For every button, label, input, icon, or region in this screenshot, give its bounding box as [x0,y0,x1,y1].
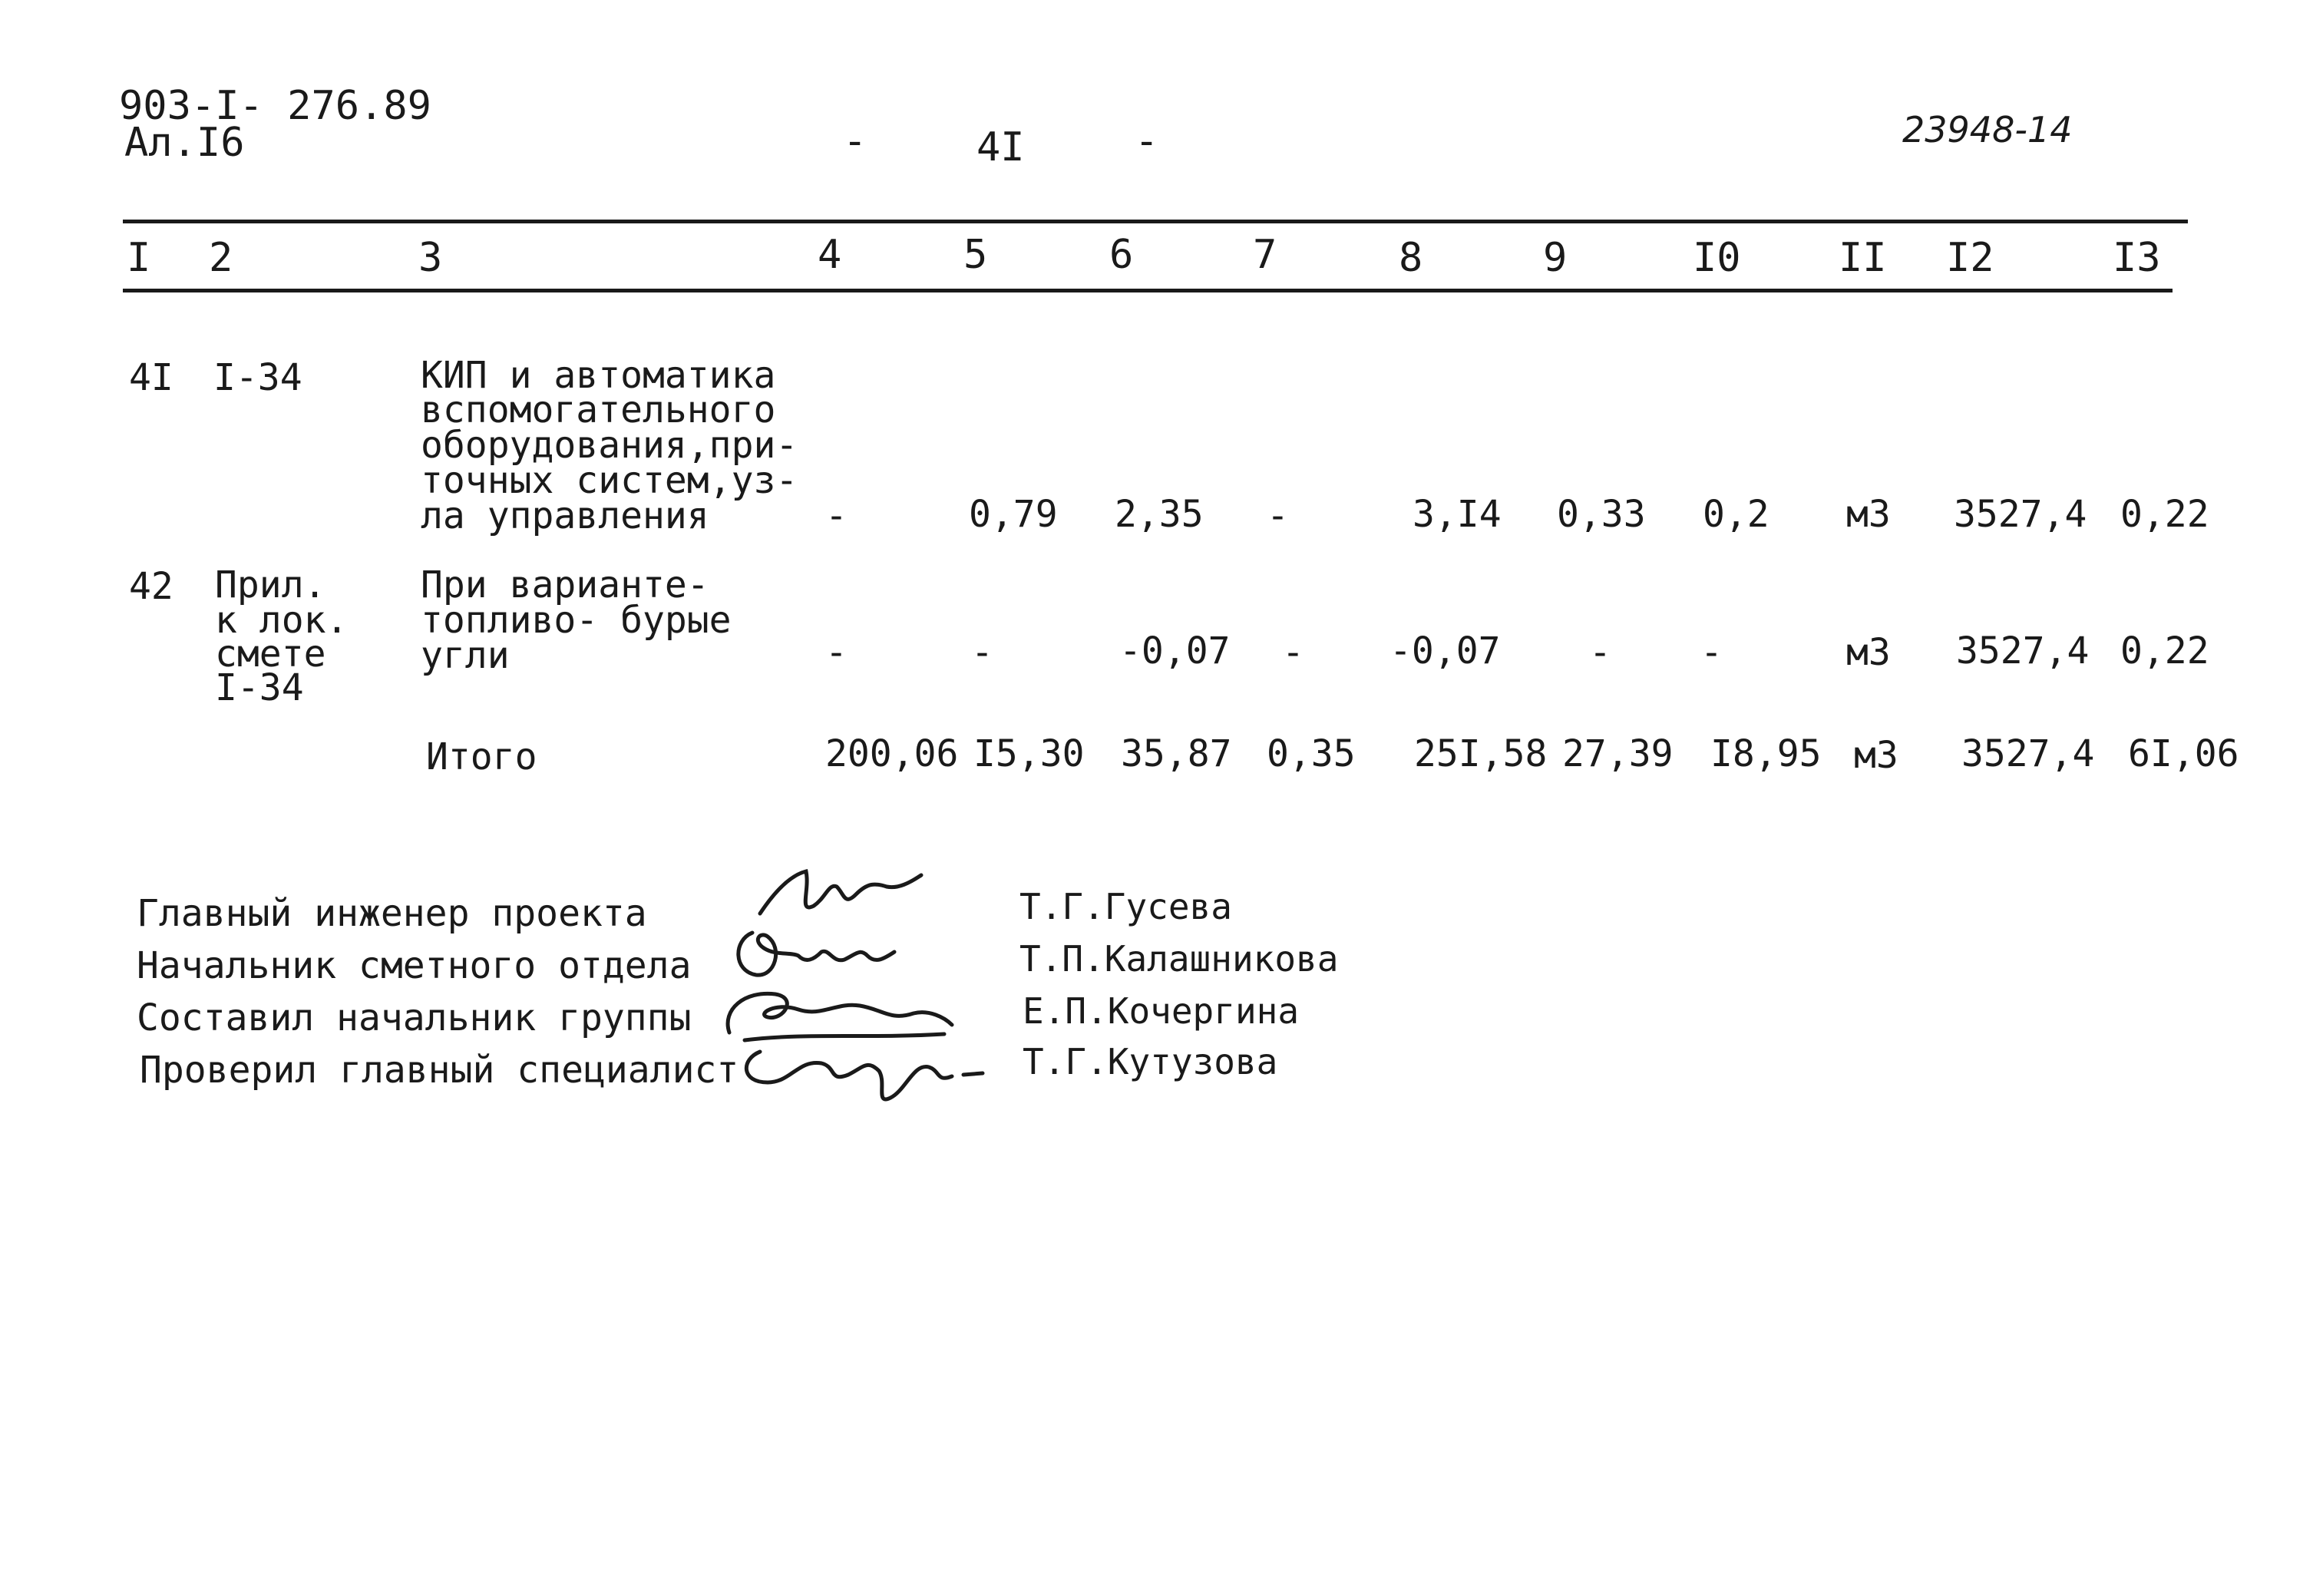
signature-role: Составил начальник группы [137,996,692,1039]
row-reference: к лок. [215,599,349,642]
row-description: точных систем,уз- [421,459,798,502]
cell-col7: - [1282,631,1304,674]
signature-role: Главный инженер проекта [137,892,647,935]
total-col5: I5,30 [973,732,1085,775]
signatory-name: Т.Г.Кутузова [1023,1041,1278,1082]
total-col6: 35,87 [1121,732,1232,775]
cell-col11: м3 [1846,493,1891,536]
cell-col12: 3527,4 [1954,493,2087,536]
total-col12: 3527,4 [1961,732,2095,775]
row-reference: смете [215,633,326,676]
column-header: II [1839,235,1887,281]
table-top-rule [123,220,2188,223]
total-label: Итого [426,735,537,778]
cell-col4: - [825,494,848,537]
cell-col8: 3,I4 [1413,493,1502,536]
row-reference: I-34 [213,356,302,399]
page-dash-right: - [1135,118,1159,164]
row-description: угли [421,634,510,677]
handwritten-signature [729,917,929,986]
cell-col7: - [1267,494,1289,537]
total-col9: 27,39 [1562,732,1674,775]
row-description: оборудования,при- [421,424,798,467]
row-number: 4I [129,356,173,399]
cell-col10: - [1700,631,1723,674]
column-header: 7 [1253,232,1277,278]
column-header: 4 [818,232,842,278]
total-col13: 6I,06 [2128,732,2239,775]
total-col11: м3 [1854,734,1898,777]
row-number: 42 [129,565,173,608]
cell-col11: м3 [1846,631,1891,674]
sheet-label: Ал.I6 [124,120,245,166]
column-header: 9 [1543,235,1568,281]
cell-col10: 0,2 [1703,493,1769,536]
cell-col5: - [971,631,993,674]
column-header: I2 [1946,235,1994,281]
cell-col13: 0,22 [2120,629,2209,672]
cell-col9: - [1589,631,1611,674]
document-code: 903-I- 276.89 [119,83,431,129]
cell-col12: 3527,4 [1956,629,2090,672]
signatory-name: Е.П.Кочергина [1023,990,1300,1032]
cell-col5: 0,79 [969,493,1058,536]
total-col7: 0,35 [1267,732,1356,775]
table-header-bottom-rule [123,289,2173,292]
total-col10: I8,95 [1710,732,1822,775]
cell-col8: -0,07 [1389,629,1501,672]
page-dash-left: - [843,118,867,164]
signature-role: Проверил главный специалист [140,1049,739,1092]
cell-col6: 2,35 [1115,493,1204,536]
total-col4: 200,06 [825,732,959,775]
column-header: 8 [1399,235,1423,281]
row-description: вспомогательного [421,388,776,431]
row-description: При варианте- [421,563,709,606]
column-header: 6 [1109,232,1134,278]
column-header: I0 [1693,235,1741,281]
column-header: I3 [2113,235,2161,281]
row-reference: Прил. [215,563,326,606]
row-reference: I-34 [215,666,304,709]
column-header: I [127,235,151,281]
cell-col9: 0,33 [1557,493,1646,536]
column-header: 5 [963,232,988,278]
archive-number: 23948-14 [1902,109,2073,150]
cell-col4: - [825,631,848,674]
row-description: топливо- бурые [421,599,732,642]
cell-col13: 0,22 [2120,493,2209,536]
cell-col6: -0,07 [1119,629,1231,672]
total-col8: 25I,58 [1414,732,1548,775]
signatory-name: Т.П.Калашникова [1019,938,1339,980]
column-header: 2 [209,235,233,281]
row-description: КИП и автоматика [421,354,776,397]
page-number: 4I [976,124,1025,170]
column-header: 3 [418,235,443,281]
row-description: ла управления [421,494,709,537]
signature-role: Начальник сметного отдела [137,944,692,987]
handwritten-signature [737,1029,990,1113]
signatory-name: Т.Г.Гусева [1019,886,1232,927]
